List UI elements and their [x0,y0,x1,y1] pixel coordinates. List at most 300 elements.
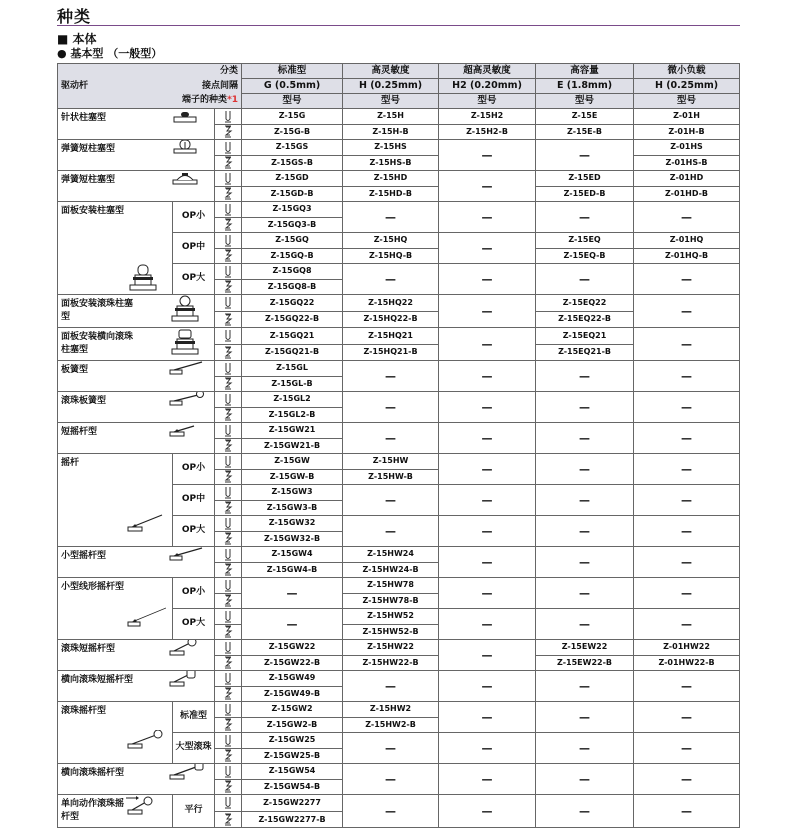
model-cell: Z-15GQ3-B [242,217,343,233]
not-available-cell: — [343,361,439,392]
table-row [58,328,740,345]
model-cell: Z-15HS-B [343,155,439,171]
table-row [58,454,740,470]
spring-plunger-icon [168,140,208,168]
table-row [58,547,740,563]
panel-mount-cross-roller-plunger-icon [168,328,208,358]
actuator-name: 滚珠板簧型 [61,396,107,407]
actuator-cell [58,547,215,578]
model-cell: Z-15EQ [536,233,634,249]
terminal-cell [215,531,242,547]
model-cell: Z-15HQ22 [343,295,439,312]
col-type-4: 微小负载 [634,64,740,79]
not-available-cell: — [634,733,740,764]
roller-leaf-spring-icon [168,392,208,420]
solder-terminal-icon [222,734,234,747]
model-cell: Z-15GW32 [242,516,343,532]
actuator-name: 针状柱塞型 [61,113,107,123]
screw-terminal-icon [222,408,234,421]
model-cell: Z-15GQ22 [242,295,343,312]
terminal-cell [215,516,242,532]
col-gap-1: H (0.25mm) [343,79,439,94]
screw-terminal-icon [222,470,234,483]
not-available-cell: — [634,578,740,609]
terminal-cell [215,171,242,187]
screw-terminal-icon [222,346,234,359]
model-cell: Z-15GW21-B [242,438,343,454]
not-available-cell: — [439,140,536,171]
not-available-cell: — [634,454,740,485]
terminal-cell [215,438,242,454]
model-cell: Z-15GS-B [242,155,343,171]
terminal-cell [215,593,242,609]
model-cell: Z-15GD-B [242,186,343,202]
model-cell: Z-15GL2 [242,392,343,408]
option-label: OP大 [173,264,215,295]
actuator-cell [58,578,173,640]
model-cell: Z-15GW22 [242,640,343,656]
model-cell: Z-01HW22-B [634,655,740,671]
screw-terminal-icon [222,532,234,545]
model-cell: Z-15EW22-B [536,655,634,671]
terminal-cell [215,344,242,361]
terminal-cell [215,124,242,140]
table-row [58,702,740,718]
header-classification: 分类 [58,64,242,79]
model-cell: Z-15GW49-B [242,686,343,702]
col-type-3: 高容量 [536,64,634,79]
model-cell: Z-15ED-B [536,186,634,202]
short-spring-plunger-icon [168,171,208,199]
not-available-cell: — [439,328,536,361]
actuator-cell [58,640,215,671]
header-terminal-type: 端子的种类 [182,95,228,106]
model-cell: Z-15EQ21 [536,328,634,345]
not-available-cell: — [634,202,740,233]
actuator-name: 小型线形摇杆型 [61,582,125,593]
actuator-cell [58,361,215,392]
model-cell: Z-01HQ [634,233,740,249]
not-available-cell: — [634,516,740,547]
model-cell: Z-15E [536,109,634,125]
terminal-cell [215,686,242,702]
terminal-cell [215,202,242,218]
wire-hinge-lever-icon [126,606,166,636]
not-available-cell: — [439,361,536,392]
model-cell: Z-15GW32-B [242,531,343,547]
model-cell: Z-15GQ8 [242,264,343,280]
not-available-cell: — [536,547,634,578]
model-cell: Z-15EQ-B [536,248,634,264]
model-cell: Z-15HQ21-B [343,344,439,361]
model-cell: Z-15HD-B [343,186,439,202]
cross-roller-lever-icon [168,764,208,792]
terminal-cell [215,655,242,671]
title-divider [57,25,740,26]
not-available-cell: — [439,454,536,485]
terminal-cell [215,109,242,125]
col-model-2: 型号 [439,94,536,109]
not-available-cell: — [439,609,536,640]
table-row [58,295,740,312]
solder-terminal-icon [222,703,234,716]
terminal-cell [215,217,242,233]
screw-terminal-icon [222,625,234,638]
model-cell: Z-15H2-B [439,124,536,140]
model-cell: Z-15HQ21 [343,328,439,345]
solder-terminal-icon [222,517,234,530]
solder-terminal-icon [222,672,234,685]
solder-terminal-icon [222,234,234,247]
solder-terminal-icon [222,329,234,342]
model-cell: Z-15GQ-B [242,248,343,264]
not-available-cell: — [634,795,740,828]
model-cell: Z-15GD [242,171,343,187]
model-cell: Z-01HW22 [634,640,740,656]
model-cell: Z-01HD [634,171,740,187]
model-cell: Z-01HS-B [634,155,740,171]
option-label: OP大 [173,609,215,640]
short-hinge-lever-icon [168,423,208,451]
solder-terminal-icon [222,486,234,499]
col-type-2: 超高灵敏度 [439,64,536,79]
model-cell: Z-15H-B [343,124,439,140]
terminal-cell [215,155,242,171]
model-cell: Z-15GQ21 [242,328,343,345]
screw-terminal-icon [222,187,234,200]
page-title: 种类 [57,7,92,26]
subsection-heading: ● 基本型 （一般型） [57,47,163,60]
model-cell: Z-15G-B [242,124,343,140]
not-available-cell: — [439,671,536,702]
actuator-name: 弹簧短柱塞型 [61,144,116,154]
terminal-cell [215,671,242,687]
not-available-cell: — [242,609,343,640]
actuator-cell [58,454,173,547]
not-available-cell: — [634,485,740,516]
not-available-cell: — [536,795,634,828]
not-available-cell: — [343,485,439,516]
not-available-cell: — [343,202,439,233]
not-available-cell: — [634,702,740,733]
actuator-name: 面板安装横向滚珠柱塞型 [61,332,134,356]
terminal-cell [215,407,242,423]
model-cell: Z-15HW78-B [343,593,439,609]
not-available-cell: — [536,361,634,392]
model-cell: Z-15GW21 [242,423,343,439]
solder-terminal-icon [222,548,234,561]
table-row [58,795,740,812]
actuator-cell [58,423,215,454]
option-label: OP小 [173,454,215,485]
col-gap-0: G (0.5mm) [242,79,343,94]
not-available-cell: — [536,485,634,516]
model-cell: Z-01HQ-B [634,248,740,264]
model-cell: Z-15GL2-B [242,407,343,423]
screw-terminal-icon [222,780,234,793]
terminal-cell [215,392,242,408]
model-cell: Z-15HS [343,140,439,156]
terminal-cell [215,717,242,733]
not-available-cell: — [439,392,536,423]
model-cell: Z-15ED [536,171,634,187]
model-cell: Z-15GW54-B [242,779,343,795]
terminal-cell [215,779,242,795]
model-cell: Z-15HW24 [343,547,439,563]
model-cell: Z-15E-B [536,124,634,140]
col-model-4: 型号 [634,94,740,109]
screw-terminal-icon [222,218,234,231]
terminal-cell [215,640,242,656]
terminal-cell [215,279,242,295]
terminal-cell [215,609,242,625]
actuator-cell [58,202,173,295]
solder-terminal-icon [222,765,234,778]
model-cell: Z-15HW22-B [343,655,439,671]
model-cell: Z-15GQ3 [242,202,343,218]
not-available-cell: — [634,423,740,454]
model-cell: Z-15HW2-B [343,717,439,733]
model-cell: Z-15EQ21-B [536,344,634,361]
table-row [58,140,740,156]
model-cell: Z-15GQ8-B [242,279,343,295]
not-available-cell: — [439,295,536,328]
model-cell: Z-15HW52 [343,609,439,625]
not-available-cell: — [343,516,439,547]
model-cell: Z-15H [343,109,439,125]
solder-terminal-icon [222,424,234,437]
not-available-cell: — [536,764,634,795]
not-available-cell: — [536,264,634,295]
option-label: OP中 [173,233,215,264]
note-mark: *1 [227,95,239,106]
not-available-cell: — [343,264,439,295]
solder-terminal-icon [222,172,234,185]
terminal-cell [215,248,242,264]
terminal-cell [215,795,242,812]
actuator-cell [58,671,215,702]
model-cell: Z-15GW3 [242,485,343,501]
screw-terminal-icon [222,687,234,700]
header-terminal-type-cell [58,94,242,109]
not-available-cell: — [439,171,536,202]
small-hinge-lever-icon [168,547,208,575]
not-available-cell: — [439,423,536,454]
not-available-cell: — [536,423,634,454]
model-cell: Z-15GW-B [242,469,343,485]
actuator-name: 小型摇杆型 [61,551,107,562]
col-gap-2: H2 (0.20mm) [439,79,536,94]
model-cell: Z-15HW52-B [343,624,439,640]
model-cell: Z-15GW2-B [242,717,343,733]
screw-terminal-icon [222,594,234,607]
screw-terminal-icon [222,156,234,169]
model-cell: Z-15GQ22-B [242,311,343,328]
terminal-cell [215,748,242,764]
model-cell: Z-01HD-B [634,186,740,202]
model-cell: Z-15GW54 [242,764,343,780]
not-available-cell: — [343,671,439,702]
model-cell: Z-01H-B [634,124,740,140]
actuator-cell [58,328,215,361]
model-cell: Z-15EQ22 [536,295,634,312]
not-available-cell: — [439,764,536,795]
not-available-cell: — [343,392,439,423]
terminal-cell [215,485,242,501]
solder-terminal-icon [222,141,234,154]
not-available-cell: — [439,233,536,264]
not-available-cell: — [536,392,634,423]
model-cell: Z-15GS [242,140,343,156]
model-cell: Z-15H2 [439,109,536,125]
actuator-cell [58,171,215,202]
solder-terminal-icon [222,610,234,623]
model-cell: Z-15GW2277-B [242,811,343,828]
short-roller-lever-icon [168,640,208,668]
model-cell: Z-15HD [343,171,439,187]
terminal-cell [215,624,242,640]
table-row [58,392,740,408]
model-cell: Z-15HW78 [343,578,439,594]
solder-terminal-icon [222,296,234,309]
table-row [58,171,740,187]
solder-terminal-icon [222,110,234,123]
not-available-cell: — [536,140,634,171]
terminal-cell [215,454,242,470]
not-available-cell: — [439,640,536,671]
solder-terminal-icon [222,362,234,375]
actuator-name: 摇杆 [61,458,80,469]
model-cell: Z-15GW3-B [242,500,343,516]
solder-terminal-icon [222,579,234,592]
actuator-cell [58,702,173,764]
screw-terminal-icon [222,280,234,293]
terminal-cell [215,547,242,563]
terminal-cell [215,562,242,578]
solder-terminal-icon [222,203,234,216]
actuator-name: 面板安装柱塞型 [61,206,125,216]
panel-mount-plunger-icon [126,261,166,291]
not-available-cell: — [634,609,740,640]
screw-terminal-icon [222,125,234,138]
model-cell: Z-15GW2277 [242,795,343,812]
header-actuator: 驱动杆 [61,80,89,91]
table-row [58,361,740,377]
actuator-name: 横向滚珠短摇杆型 [61,675,134,686]
not-available-cell: — [536,202,634,233]
not-available-cell: — [634,547,740,578]
solder-terminal-icon [222,265,234,278]
screw-terminal-icon [222,313,234,326]
model-cell: Z-15GW25 [242,733,343,749]
model-cell: Z-15EW22 [536,640,634,656]
model-cell: Z-15GW49 [242,671,343,687]
not-available-cell: — [343,764,439,795]
col-model-3: 型号 [536,94,634,109]
not-available-cell: — [536,702,634,733]
model-cell: Z-15HQ [343,233,439,249]
terminal-cell [215,578,242,594]
cross-roller-short-lever-icon [168,671,208,699]
leaf-spring-icon [168,361,208,389]
pin-plunger-icon [168,109,208,137]
model-cell: Z-15GW25-B [242,748,343,764]
model-cell: Z-15HW-B [343,469,439,485]
model-cell: Z-15GW22-B [242,655,343,671]
terminal-cell [215,233,242,249]
not-available-cell: — [536,609,634,640]
section-heading: ■ 本体 [57,32,97,46]
model-cell: Z-15HW24-B [343,562,439,578]
actuator-name: 单向动作滚珠摇杆型 [61,799,125,823]
model-cell: Z-01H [634,109,740,125]
model-cell: Z-15GW [242,454,343,470]
table-row [58,109,740,125]
actuator-cell [58,392,215,423]
terminal-cell [215,328,242,345]
actuator-name: 横向滚珠摇杆型 [61,768,125,779]
terminal-cell [215,361,242,377]
not-available-cell: — [634,328,740,361]
actuator-name: 板簧型 [61,365,89,376]
model-cell: Z-15GW4 [242,547,343,563]
screw-terminal-icon [222,249,234,262]
not-available-cell: — [634,264,740,295]
screw-terminal-icon [222,813,234,826]
terminal-cell [215,186,242,202]
actuator-name: 滚珠摇杆型 [61,706,107,717]
solder-terminal-icon [222,455,234,468]
not-available-cell: — [634,764,740,795]
screw-terminal-icon [222,377,234,390]
table-row [58,671,740,687]
not-available-cell: — [634,361,740,392]
panel-mount-roller-plunger-icon [168,295,208,325]
actuator-cell [58,295,215,328]
not-available-cell: — [343,733,439,764]
model-cell: Z-15G [242,109,343,125]
solder-terminal-icon [222,393,234,406]
model-cell: Z-15HW2 [343,702,439,718]
actuator-name: 面板安装滚珠柱塞型 [61,299,134,323]
product-table [57,63,740,828]
not-available-cell: — [343,795,439,828]
not-available-cell: — [536,516,634,547]
not-available-cell: — [439,795,536,828]
solder-terminal-icon [222,796,234,809]
terminal-cell [215,733,242,749]
table-row [58,578,740,594]
not-available-cell: — [439,547,536,578]
col-model-0: 型号 [242,94,343,109]
not-available-cell: — [439,733,536,764]
not-available-cell: — [439,516,536,547]
col-type-0: 标准型 [242,64,343,79]
not-available-cell: — [439,578,536,609]
not-available-cell: — [536,578,634,609]
terminal-cell [215,764,242,780]
model-cell: Z-15HW22 [343,640,439,656]
model-cell: Z-15GQ21-B [242,344,343,361]
screw-terminal-icon [222,501,234,514]
not-available-cell: — [634,671,740,702]
col-model-1: 型号 [343,94,439,109]
option-label: OP大 [173,516,215,547]
actuator-name: 短摇杆型 [61,427,98,438]
not-available-cell: — [536,733,634,764]
header-contact-gap: 接点间隔 [202,80,239,91]
model-cell: Z-15EQ22-B [536,311,634,328]
